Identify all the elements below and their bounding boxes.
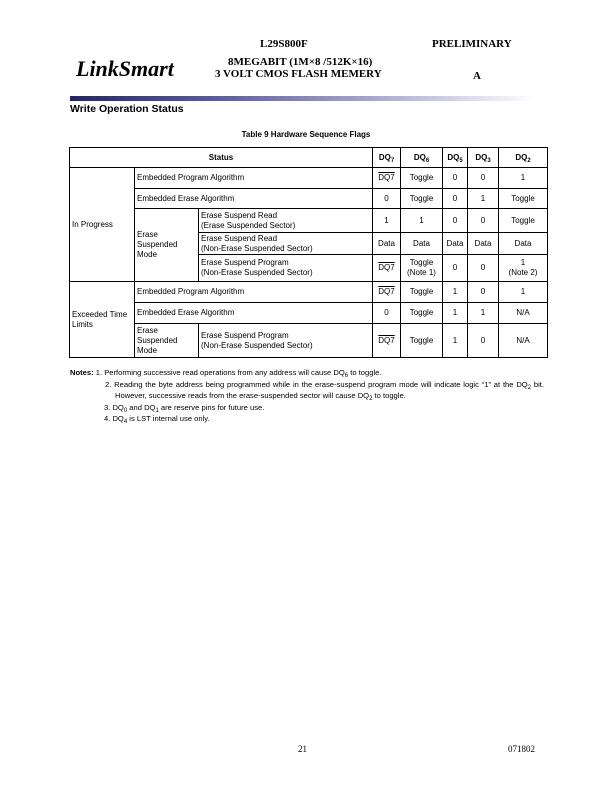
product-subtitle-2: 3 VOLT CMOS FLASH MEMERY	[215, 68, 382, 80]
note-4: 4. $DQ_4$ is LST internal use only.	[104, 414, 210, 425]
document-status: PRELIMINARY	[432, 38, 512, 50]
table-notes	[70, 367, 544, 425]
group-erase-suspended: Erase Suspended Mode	[135, 209, 199, 282]
cell-dq6: Toggle (Note 1)	[401, 255, 443, 282]
row-label: Embedded Erase Algorithm	[135, 303, 373, 324]
cell-dq2: 1	[499, 282, 548, 303]
cell-dq3: 1	[468, 303, 499, 324]
cell-dq6: Data	[401, 233, 443, 255]
row-label: Erase Suspend Read (Erase Suspended Sector)	[199, 209, 373, 233]
cell-dq5: 0	[443, 168, 468, 189]
part-number: L29S800F	[260, 38, 308, 50]
row-label: Embedded Program Algorithm	[135, 282, 373, 303]
cell-dq7: 0	[373, 303, 401, 324]
group-exceeded: Exceeded Time Limits	[70, 282, 135, 358]
cell-dq5: 0	[443, 189, 468, 209]
cell-dq5: Data	[443, 233, 468, 255]
table-row	[70, 209, 548, 233]
cell-dq5: 1	[443, 282, 468, 303]
cell-dq3: 0	[468, 282, 499, 303]
header-dq2: $DQ_2$	[499, 148, 548, 168]
product-subtitle-1: 8MEGABIT (1M×8 /512K×16)	[228, 56, 373, 68]
cell-dq3: 0	[468, 324, 499, 358]
cell-dq3: 0	[468, 168, 499, 189]
header-dq3: $DQ_3$	[468, 148, 499, 168]
header-dq7: $DQ_7$	[373, 148, 401, 168]
hardware-sequence-flags-table	[69, 147, 548, 358]
cell-dq6: Toggle	[401, 303, 443, 324]
cell-dq7: 0	[373, 189, 401, 209]
cell-dq7: DQ7	[373, 168, 401, 189]
cell-dq2: N/A	[499, 303, 548, 324]
cell-dq5: 1	[443, 324, 468, 358]
cell-dq6: 1	[401, 209, 443, 233]
cell-dq3: 1	[468, 189, 499, 209]
cell-dq6: Toggle	[401, 168, 443, 189]
cell-dq6: Toggle	[401, 324, 443, 358]
note-3: 3. $DQ_0$ and $DQ_1$ are reserve pins for future use.	[104, 402, 265, 414]
cell-dq7: DQ7	[373, 255, 401, 282]
table-row	[70, 303, 548, 324]
cell-dq5: 0	[443, 255, 468, 282]
section-title: Write Operation Status	[70, 103, 184, 115]
header-divider	[70, 96, 536, 101]
cell-dq7: 1	[373, 209, 401, 233]
revision: A	[473, 70, 481, 82]
header-dq6: $DQ_6$	[401, 148, 443, 168]
company-logo: LinkSmart	[76, 56, 174, 81]
row-label: Embedded Program Algorithm	[135, 168, 373, 189]
header-status: Status	[70, 148, 373, 168]
table-row	[70, 168, 548, 189]
cell-dq7: Data	[373, 233, 401, 255]
note-2: 2. Reading the byte address being programmed while in the erase-suspend program mode will indicate logic “1” at the $DQ_2$ bit. However, successive reads from the erase-suspended sector will cause $DQ_2$ to toggle.	[105, 379, 545, 402]
table-row	[70, 282, 548, 303]
cell-dq7: DQ7	[373, 282, 401, 303]
cell-dq2: 1 (Note 2)	[499, 255, 548, 282]
cell-dq3: 0	[468, 209, 499, 233]
document-date-code: 071802	[508, 744, 535, 754]
row-label: Erase Suspend Read (Non-Erase Suspended Sector)	[199, 233, 373, 255]
table-caption: Table 9 Hardware Sequence Flags	[241, 130, 371, 139]
table-header-row	[70, 148, 548, 168]
cell-dq2: Data	[499, 233, 548, 255]
table-row	[70, 189, 548, 209]
cell-dq3: 0	[468, 255, 499, 282]
cell-dq2: Toggle	[499, 189, 548, 209]
cell-dq6: Toggle	[401, 282, 443, 303]
cell-dq7: DQ7	[373, 324, 401, 358]
cell-dq5: 1	[443, 303, 468, 324]
cell-dq6: Toggle	[401, 189, 443, 209]
note-1: Notes: 1. Performing successive read operations from any address will cause $DQ_6$ to toggle.	[70, 368, 382, 379]
row-label: Erase Suspend Program (Non-Erase Suspended Sector)	[199, 255, 373, 282]
cell-dq5: 0	[443, 209, 468, 233]
cell-dq2: Toggle	[499, 209, 548, 233]
table-row	[70, 324, 548, 358]
row-label: Embedded Erase Algorithm	[135, 189, 373, 209]
group-erase-suspended: Erase Suspended Mode	[135, 324, 199, 358]
cell-dq2: N/A	[499, 324, 548, 358]
page-number: 21	[298, 744, 307, 754]
cell-dq3: Data	[468, 233, 499, 255]
header-dq5: $DQ_5$	[443, 148, 468, 168]
cell-dq2: 1	[499, 168, 548, 189]
row-label: Erase Suspend Program (Non-Erase Suspended Sector)	[199, 324, 373, 358]
group-in-progress: In Progress	[70, 168, 135, 282]
